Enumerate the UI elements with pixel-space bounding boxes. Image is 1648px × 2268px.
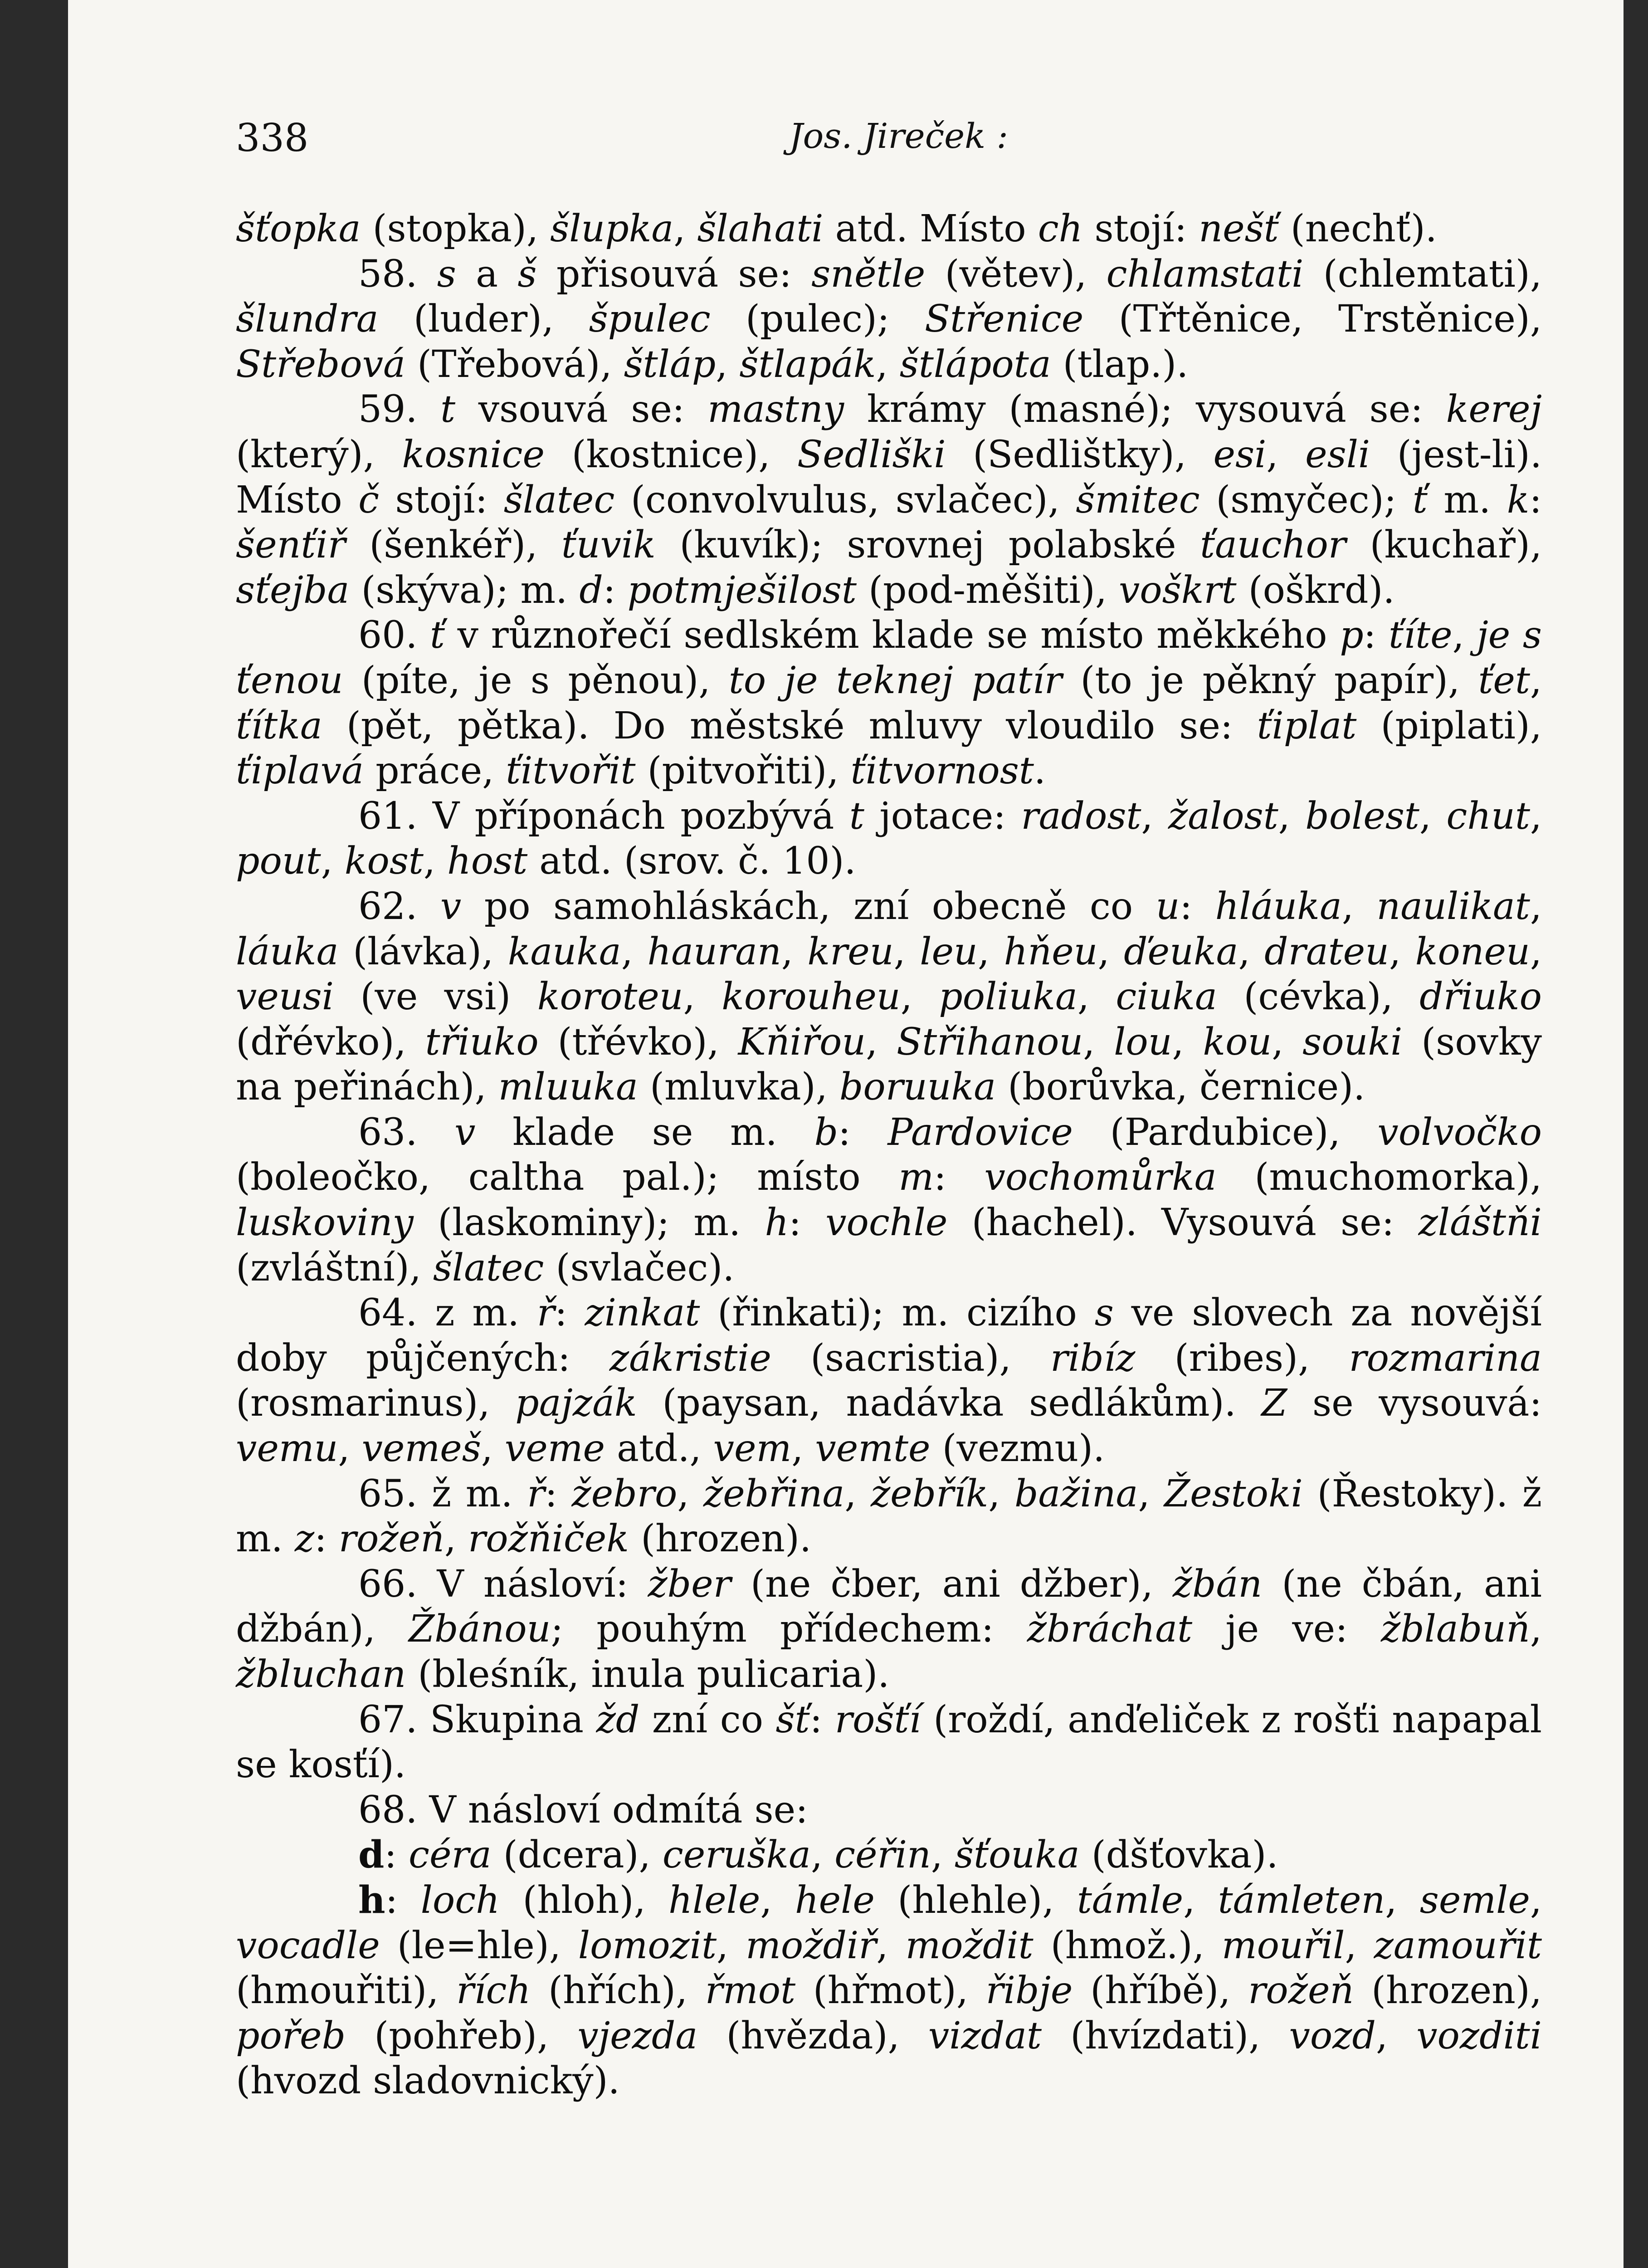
paragraph: 68. V násloví odmítá se:: [358, 1788, 808, 1832]
page-header: [236, 116, 1551, 160]
paragraph: 67. Skupina žd zní co šť: rošťí (roždí, anďeliček z rošťi napapal se kosťí).: [236, 1698, 1542, 1787]
paragraph: 59. t vsouvá se: mastny krámy (masné); vysouvá se: kerej (který), kosnice (kostnice), Sedliški (Sedlištky), esi, esli (jest-li). Místo č stojí: šlatec (convolvulus, svlačec), šmitec (smyčec); ť m. k: šenťiř (šenkéř), ťuvik (kuvík); srovnej polabské ťauchor (kuchař), sťejba (skýva); m. d: potmješilost (pod-měšiti), voškrt (oškrd).: [236, 388, 1542, 612]
paragraph: 62. v po samohláskách, zní obecně co u: hláuka, naulikat, láuka (lávka), kauka, hauran, kreu, leu, hňeu, ďeuka, drateu, koneu, veusi (ve vsi) koroteu, korouheu, poliuka, ciuka (cévka), dřiuko (dřévko), třiuko (třévko), Kňiřou, Střihanou, lou, kou, souki (sovky na peřinách), mluuka (mluvka), boruuka (borůvka, černice).: [236, 885, 1542, 1109]
paragraph: d: céra (dcera), ceruška, céřin, šťouka (dšťovka).: [358, 1833, 1278, 1877]
body-text: [236, 206, 1542, 2104]
paragraph: 64. z m. ř: zinkat (řinkati); m. cizího s ve slovech za novější doby půjčených: zákristie (sacristia), ribíz (ribes), rozmarina (rosmarinus), pajzák (paysan, nadávka sedlákům). Z se vysouvá: vemu, vemeš, veme atd., vem, vemte (vezmu).: [236, 1291, 1542, 1471]
paragraph: 63. v klade se m. b: Pardovice (Pardubice), volvočko (boleočko, caltha pal.); místo m: vochomůrka (muchomorka), luskoviny (laskominy); m. h: vochle (hachel). Vysouvá se: zláštňi (zvláštní), šlatec (svlačec).: [236, 1110, 1542, 1290]
paragraph: 66. V násloví: žber (ne čber, ani džber), žbán (ne čbán, ani džbán), Žbánou; pouhým přídechem: žbráchat je ve: žblabuň, žbluchan (bleśník, inula pulicaria).: [236, 1562, 1542, 1696]
paragraph: šťopka (stopka), šlupka, šlahati atd. Místo ch stojí: nešť (nechť).: [236, 207, 1437, 250]
paragraph: 65. ž m. ř: žebro, žebřina, žebřík, bažina, Žestoki (Řestoky). ž m. z: rožeň, rožňiček (hrozen).: [236, 1472, 1542, 1561]
page-number: 338: [236, 116, 309, 160]
paragraph: h: loch (hloh), hlele, hele (hlehle), támle, támleten, semle, vocadle (le=hle), lomozit, moždiř, moždit (hmož.), mouřil, zamouřit (hmouřiti), řích (hřích), řmot (hřmot), řibje (hříbě), rožeň (hrozen), pořeb (pohřeb), vjezda (hvězda), vizdat (hvízdati), vozd, vozditi (hvozd sladovnický).: [236, 1878, 1542, 2103]
paragraph: 58. s a š přisouvá se: snětle (větev), chlamstati (chlemtati), šlundra (luder), špulec (pulec); Střenice (Třtěnice, Trstěnice), Střebová (Třebová), štláp, štlapák, štlápota (tlap.).: [236, 252, 1542, 386]
paragraph: 61. V příponách pozbývá t jotace: radost, žalost, bolest, chut, pout, kost, host atd. (srov. č. 10).: [236, 794, 1542, 883]
book-page: [68, 0, 1624, 2268]
paragraph: 60. ť v různořečí sedlském klade se místo měkkého p: ťíte, je s ťenou (píte, je s pěnou), to je teknej patír (to je pěkný papír), ťet, ťítka (pět, pětka). Do městské mluvy vloudilo se: ťiplat (piplati), ťiplavá práce, ťitvořit (pitvořiti), ťitvornost.: [236, 614, 1542, 793]
running-title: Jos. Jireček :: [789, 116, 1008, 156]
